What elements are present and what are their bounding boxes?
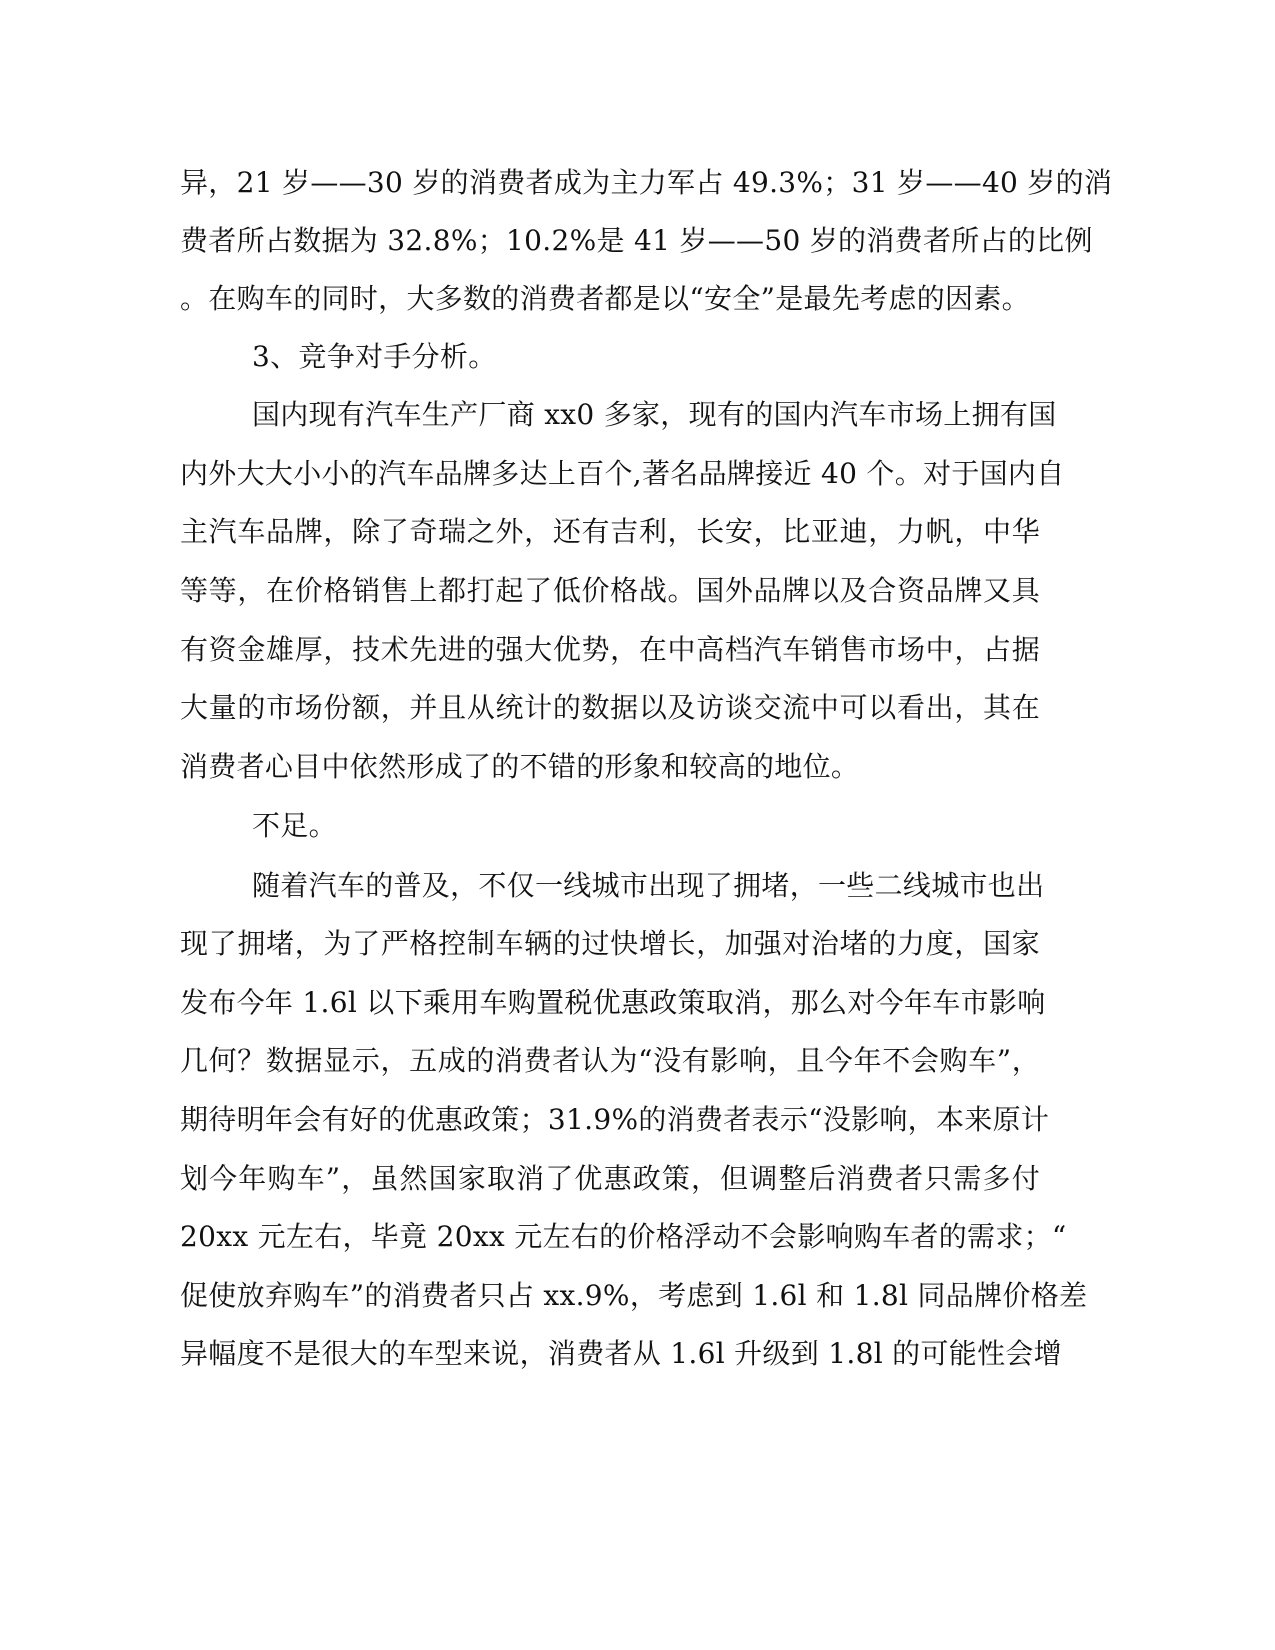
text-line: 促使放弃购车”的消费者只占 xx.9%，考虑到 1.6l 和 1.8l 同品牌价格差	[180, 1279, 1088, 1312]
text-line: 发布今年 1.6l 以下乘用车购置税优惠政策取消，那么对今年车市影响	[180, 986, 1046, 1019]
text-line: 费者所占数据为 32.8%；10.2%是 41 岁——50 岁的消费者所占的比例	[180, 224, 1093, 257]
text-line: 等等，在价格销售上都打起了低价格战。国外品牌以及合资品牌又具	[180, 574, 1040, 607]
text-line: 。在购车的同时，大多数的消费者都是以“安全”是最先考虑的因素。	[180, 282, 1030, 315]
text-line: 异，21 岁——30 岁的消费者成为主力军占 49.3%；31 岁——40 岁的消	[180, 166, 1113, 199]
text-line: 主汽车品牌，除了奇瑞之外，还有吉利，长安，比亚迪，力帆，中华	[180, 515, 1040, 548]
text-line: 消费者心目中依然形成了的不错的形象和较高的地位。	[180, 750, 860, 783]
text-line: 随着汽车的普及，不仅一线城市出现了拥堵，一些二线城市也出	[252, 869, 1045, 902]
text-line: 划今年购车”，虽然国家取消了优惠政策，但调整后消费者只需多付	[180, 1162, 1040, 1195]
text-line: 期待明年会有好的优惠政策；31.9%的消费者表示“没影响，本来原计	[180, 1103, 1050, 1136]
section-heading: 不足。	[252, 809, 337, 842]
text-line: 有资金雄厚，技术先进的强大优势，在中高档汽车销售市场中，占据	[180, 633, 1040, 666]
text-line: 异幅度不是很大的车型来说，消费者从 1.6l 升级到 1.8l 的可能性会增	[180, 1337, 1062, 1370]
text-line: 内外大大小小的汽车品牌多达上百个,著名品牌接近 40 个。对于国内自	[180, 457, 1065, 490]
text-line: 国内现有汽车生产厂商 xx0 多家，现有的国内汽车市场上拥有国	[252, 398, 1057, 431]
text-line: 几何？数据显示，五成的消费者认为“没有影响，且今年不会购车”，	[180, 1044, 1040, 1077]
text-line: 现了拥堵，为了严格控制车辆的过快增长，加强对治堵的力度，国家	[180, 927, 1040, 960]
section-heading: 3、竞争对手分析。	[252, 340, 497, 373]
text-line: 20xx 元左右，毕竟 20xx 元左右的价格浮动不会影响购车者的需求；“	[180, 1220, 1067, 1253]
text-line: 大量的市场份额，并且从统计的数据以及访谈交流中可以看出，其在	[180, 691, 1040, 724]
